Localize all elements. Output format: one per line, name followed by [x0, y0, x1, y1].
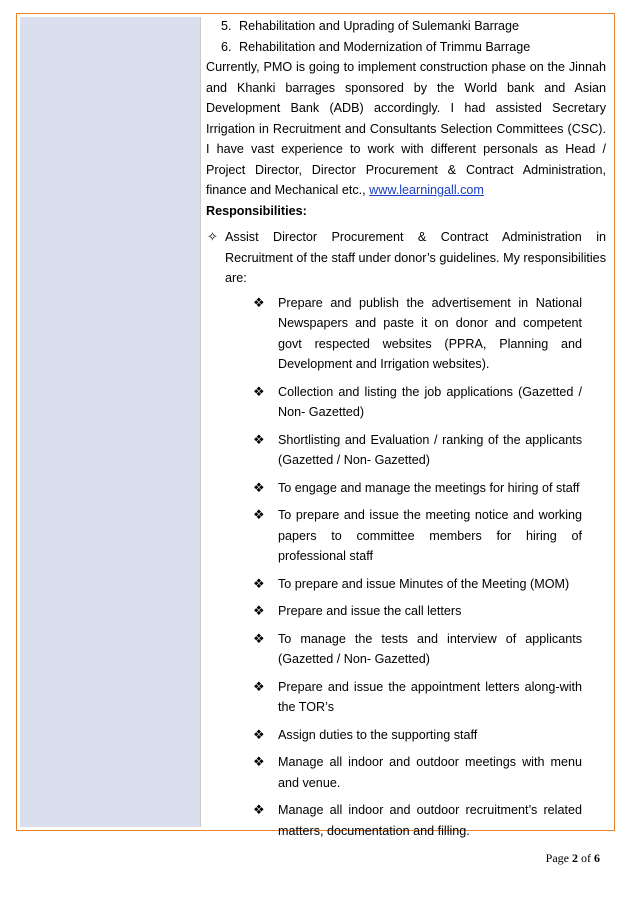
list-item	[203, 752, 610, 793]
numbered-list	[203, 16, 610, 57]
list-number: 5.	[221, 19, 232, 33]
diamond-bullet-icon: ❖	[253, 754, 265, 769]
diamond-bullet-icon: ❖	[253, 575, 265, 591]
list-item-text: To engage and manage the meetings for hiring of staff	[278, 480, 580, 495]
star-bullet-icon: ✧	[207, 229, 218, 244]
diamond-bullet-icon: ❖	[253, 802, 265, 817]
responsibility-list	[203, 293, 610, 842]
list-item-text: Prepare and issue the call letters	[278, 604, 462, 618]
responsibilities-heading: Responsibilities:	[206, 203, 307, 218]
list-item-text: Assign duties to the supporting staff	[278, 727, 478, 742]
diamond-bullet-icon: ❖	[253, 726, 265, 742]
website-link[interactable]: www.learningall.com	[369, 183, 484, 197]
of-word: of	[581, 851, 591, 865]
list-item-text: Prepare and issue the appointment letters along-with the TOR’s	[278, 679, 582, 714]
total-pages-number: 6	[594, 851, 600, 865]
list-item	[203, 800, 610, 841]
current-page-number: 2	[572, 851, 578, 865]
list-item	[203, 382, 610, 423]
diamond-bullet-icon: ❖	[253, 294, 265, 310]
list-item-text: Rehabilitation and Uprading of Sulemanki Barrage	[239, 19, 520, 33]
diamond-bullet-icon: ❖	[253, 678, 265, 694]
list-item-text: Collection and listing the job applications (Gazetted / Non- Gazetted)	[278, 384, 582, 419]
diamond-bullet-icon: ❖	[253, 431, 265, 447]
list-item	[203, 601, 610, 622]
main-responsibility-text: Assist Director Procurement & Contract Administration in Recruitment of the staff under donor’s guidelines. My responsibilities are:	[225, 230, 606, 285]
list-item	[203, 574, 610, 595]
diamond-bullet-icon: ❖	[253, 383, 265, 399]
diamond-bullet-icon: ❖	[253, 630, 265, 646]
list-item	[203, 505, 610, 567]
page-word: Page	[545, 851, 569, 865]
list-item-text: Manage all indoor and outdoor recruitment’s related matters, documentation and filling.	[278, 803, 582, 838]
diamond-bullet-icon: ❖	[253, 479, 265, 495]
list-item-text: To prepare and issue the meeting notice and working papers to committee members for hiring of professional staff	[278, 508, 582, 563]
list-item	[203, 677, 610, 718]
list-item-text: Prepare and publish the advertisement in National Newspapers and paste it on donor and competent govt respected websites (PPRA, Planning and Development and Irrigation websites).	[278, 295, 582, 371]
list-item-text: To manage the tests and interview of applicants (Gazetted / Non- Gazetted)	[278, 631, 582, 666]
list-item	[203, 293, 610, 375]
diamond-bullet-icon: ❖	[253, 603, 265, 618]
main-responsibility	[203, 227, 610, 289]
page-frame	[16, 13, 615, 838]
diamond-bullet-icon: ❖	[253, 507, 265, 522]
list-item	[203, 725, 610, 746]
list-item	[203, 478, 610, 499]
list-item	[203, 430, 610, 471]
list-item	[203, 37, 610, 58]
list-item-text: Rehabilitation and Modernization of Trimmu Barrage	[239, 39, 531, 54]
list-item	[203, 16, 610, 37]
list-item-text: Manage all indoor and outdoor meetings with menu and venue.	[278, 755, 582, 790]
page-footer	[546, 851, 600, 866]
list-number: 6.	[221, 39, 232, 54]
list-item-text: Shortlisting and Evaluation / ranking of the applicants (Gazetted / Non- Gazetted)	[278, 432, 582, 467]
main-content	[203, 14, 610, 838]
left-sidebar-panel	[20, 17, 201, 827]
list-item	[203, 629, 610, 670]
list-item-text: To prepare and issue Minutes of the Meeting (MOM)	[278, 576, 570, 591]
experience-paragraph	[203, 57, 610, 201]
paragraph-text: Currently, PMO is going to implement construction phase on the Jinnah and Khanki barrages sponsored by the World bank and Asian Development Bank (ADB) accordingly. I had assisted Secretary Irrigation in Recruitment and Consultants Selection Committees (CSC). I have vast experience to work with different personals as Head / Project Director, Director Procurement & Contract Administration, finance and Mechanical etc.,	[206, 60, 606, 197]
